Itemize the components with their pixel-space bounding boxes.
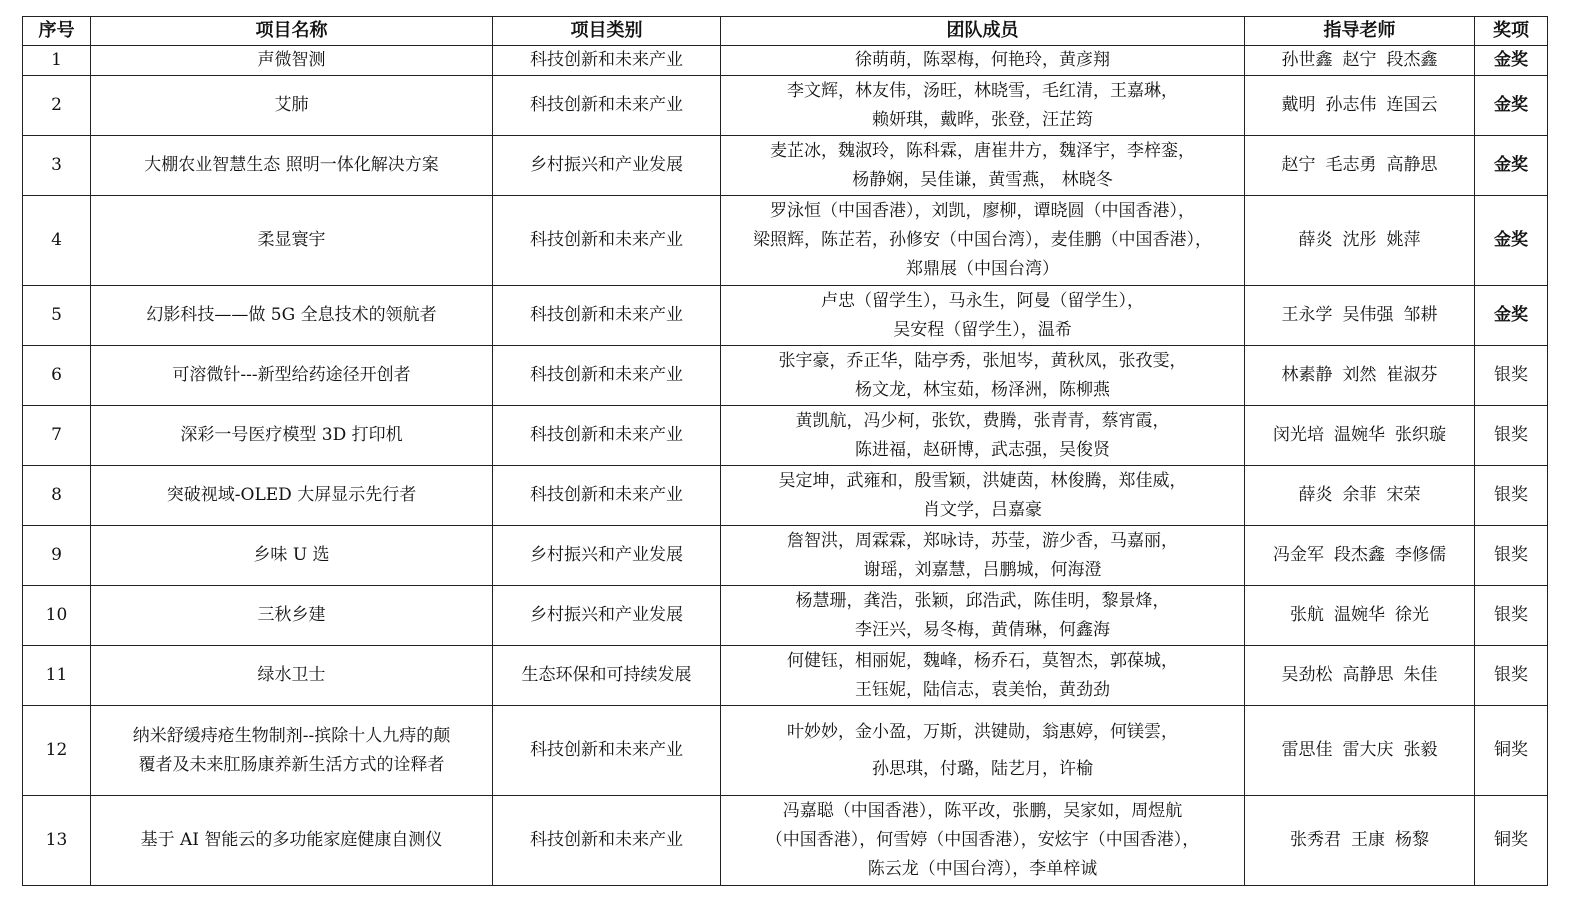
cell-award: 铜奖 (1475, 706, 1548, 796)
advisor-name: 杨黎 (1395, 830, 1429, 850)
team-member-line: 陈进福，赵研博，武志强，吴俊贤 (855, 439, 1110, 460)
project-name-line: 覆者及未来肛肠康养新生活方式的诠释者 (138, 754, 445, 775)
header-team: 团队成员 (721, 17, 1245, 46)
team-member-line: 杨文龙，林宝茹，杨泽洲，陈柳燕 (855, 379, 1110, 400)
cell-team-members (721, 196, 1245, 286)
cell-category: 科技创新和未来产业 (493, 196, 721, 286)
table-row (23, 526, 1548, 586)
cell-award: 银奖 (1475, 586, 1548, 646)
team-member-line: 罗泳恒（中国香港），刘凯，廖柳，谭晓圆（中国香港）， (770, 201, 1195, 221)
project-name-line: 绿水卫士 (257, 665, 326, 685)
team-member-line: 谢瑶，刘嘉慧，吕鹏城，何海澄 (863, 559, 1102, 580)
table-row (23, 796, 1548, 886)
cell-advisors (1245, 76, 1475, 136)
team-member-line: 杨静娴，吴佳谦，黄雪燕， 林晓冬 (852, 169, 1113, 190)
advisor-name: 宋荣 (1386, 485, 1421, 505)
advisor-name: 赵宁 (1342, 50, 1377, 70)
awards-table (22, 16, 1548, 886)
advisor-name: 王康 (1351, 830, 1385, 850)
cell-award: 金奖 (1475, 76, 1548, 136)
table-row (23, 706, 1548, 796)
advisor-name: 张航 (1290, 605, 1324, 625)
cell-advisors (1245, 586, 1475, 646)
team-member-line: 肖文学，吕嘉豪 (923, 499, 1042, 520)
team-member-line: 赖妍琪，戴晔，张登，汪芷筠 (872, 109, 1093, 130)
team-member-line: 吴安程（留学生），温希 (893, 319, 1072, 340)
advisor-name: 温婉华 (1334, 425, 1385, 445)
advisor-name: 姚萍 (1386, 230, 1421, 250)
advisor-name: 余菲 (1342, 485, 1377, 505)
advisor-name: 孙志伟 (1325, 95, 1377, 115)
cell-team-members (721, 76, 1245, 136)
cell-team-members (721, 46, 1245, 76)
cell-advisors (1245, 46, 1475, 76)
cell-category: 科技创新和未来产业 (493, 406, 721, 466)
cell-project-name (91, 526, 493, 586)
team-member-line: 孙思琪，付璐，陆艺月，许榆 (872, 758, 1093, 779)
team-member-line: 陈云龙（中国台湾），李单梓诚 (867, 859, 1098, 879)
advisor-name: 雷大庆 (1342, 740, 1394, 760)
advisor-name: 徐光 (1395, 605, 1429, 625)
team-member-line (725, 747, 1240, 755)
advisor-name: 崔淑芬 (1386, 365, 1438, 385)
cell-category: 乡村振兴和产业发展 (493, 526, 721, 586)
team-member-line: 李文辉，林友伟，汤旺，林晓雪，毛红清，王嘉琳， (787, 80, 1178, 101)
cell-project-name (91, 586, 493, 646)
advisor-name: 王永学 (1281, 305, 1333, 325)
advisor-name: 林素静 (1281, 365, 1333, 385)
cell-project-name (91, 466, 493, 526)
cell-advisors (1245, 466, 1475, 526)
header-name: 项目名称 (91, 17, 493, 46)
header-row (23, 17, 1548, 46)
advisor-name: 段杰鑫 (1334, 545, 1385, 565)
cell-award: 银奖 (1475, 466, 1548, 526)
cell-no: 6 (23, 346, 91, 406)
cell-category: 生态环保和可持续发展 (493, 646, 721, 706)
project-name-line: 柔显寰宇 (257, 230, 326, 250)
cell-project-name (91, 136, 493, 196)
cell-category: 科技创新和未来产业 (493, 466, 721, 526)
team-member-line: 吴定坤，武雍和，殷雪颖，洪婕茵，林俊腾，郑佳威， (778, 470, 1187, 491)
table-row (23, 46, 1548, 76)
team-member-line: 郑鼎展（中国台湾） (906, 259, 1059, 279)
advisor-name: 吴劲松 (1281, 665, 1333, 685)
advisor-name: 闵光培 (1273, 425, 1324, 445)
advisor-name: 雷思佳 (1281, 740, 1333, 760)
cell-no: 10 (23, 586, 91, 646)
advisor-name: 吴伟强 (1342, 305, 1394, 325)
cell-advisors (1245, 136, 1475, 196)
team-member-line: 王钰妮，陆信志，袁美怡，黄劲劲 (855, 679, 1110, 700)
project-name-line: 大棚农业智慧生态 照明一体化解决方案 (144, 155, 439, 175)
advisor-name: 张织璇 (1395, 425, 1446, 445)
project-name-line: 深彩一号医疗模型 3D 打印机 (180, 425, 403, 445)
cell-no: 3 (23, 136, 91, 196)
cell-team-members (721, 136, 1245, 196)
header-award: 奖项 (1475, 17, 1548, 46)
header-advisors: 指导老师 (1245, 17, 1475, 46)
cell-category: 科技创新和未来产业 (493, 46, 721, 76)
team-member-line: 詹智洪，周霖霖，郑咏诗，苏莹，游少香，马嘉丽， (787, 530, 1178, 551)
cell-no: 7 (23, 406, 91, 466)
cell-award: 金奖 (1475, 196, 1548, 286)
cell-team-members (721, 526, 1245, 586)
cell-team-members (721, 466, 1245, 526)
cell-project-name (91, 706, 493, 796)
table-row (23, 196, 1548, 286)
table-row (23, 586, 1548, 646)
table-row (23, 286, 1548, 346)
cell-team-members (721, 646, 1245, 706)
table-row (23, 136, 1548, 196)
cell-category: 科技创新和未来产业 (493, 796, 721, 886)
advisor-name: 段杰鑫 (1386, 50, 1438, 70)
team-member-line: 张宇豪，乔正华，陆亭秀，张旭岑，黄秋凤，张孜雯， (778, 350, 1187, 371)
team-member-line: （中国香港），何雪婷（中国香港），安炫宇（中国香港）， (765, 830, 1200, 850)
team-member-line: 梁照辉，陈芷若，孙修安（中国台湾），麦佳鹏（中国香港）， (753, 230, 1212, 250)
advisor-name: 冯金军 (1273, 545, 1324, 565)
cell-award: 金奖 (1475, 46, 1548, 76)
advisor-name: 温婉华 (1334, 605, 1385, 625)
advisor-name: 沈彤 (1342, 230, 1377, 250)
project-name-line: 艾肺 (274, 95, 309, 115)
table-row (23, 466, 1548, 526)
cell-no: 2 (23, 76, 91, 136)
project-name-line: 纳米舒缓痔疮生物制剂--摈除十人九痔的颠 (132, 725, 451, 746)
cell-category: 乡村振兴和产业发展 (493, 136, 721, 196)
table-row (23, 646, 1548, 706)
cell-advisors (1245, 646, 1475, 706)
cell-advisors (1245, 796, 1475, 886)
team-member-line: 冯嘉聪（中国香港），陈平改，张鹏，吴家如，周煜航 (782, 801, 1183, 821)
header-category: 项目类别 (493, 17, 721, 46)
table-row (23, 76, 1548, 136)
advisor-name: 高静思 (1386, 155, 1438, 175)
cell-advisors (1245, 196, 1475, 286)
cell-no: 11 (23, 646, 91, 706)
cell-team-members (721, 406, 1245, 466)
advisor-name: 薛炎 (1298, 230, 1333, 250)
cell-project-name (91, 76, 493, 136)
advisor-name: 戴明 (1281, 95, 1316, 115)
cell-award: 银奖 (1475, 406, 1548, 466)
project-name-line: 幻影科技——做 5G 全息技术的领航者 (146, 305, 437, 325)
team-member-line: 黄凯航，冯少柯，张钦，费腾，张青青，蔡宵霞， (795, 410, 1170, 431)
cell-no: 8 (23, 466, 91, 526)
cell-no: 1 (23, 46, 91, 76)
cell-category: 科技创新和未来产业 (493, 706, 721, 796)
cell-project-name (91, 286, 493, 346)
advisor-name: 薛炎 (1298, 485, 1333, 505)
cell-project-name (91, 46, 493, 76)
advisor-name: 毛志勇 (1325, 155, 1377, 175)
table-row (23, 406, 1548, 466)
advisor-name: 朱佳 (1403, 665, 1438, 685)
cell-advisors (1245, 526, 1475, 586)
cell-category: 科技创新和未来产业 (493, 76, 721, 136)
cell-advisors (1245, 346, 1475, 406)
cell-award: 金奖 (1475, 286, 1548, 346)
cell-project-name (91, 346, 493, 406)
project-name-line: 乡味 U 选 (253, 545, 330, 565)
cell-advisors (1245, 286, 1475, 346)
table-row (23, 346, 1548, 406)
cell-category: 科技创新和未来产业 (493, 286, 721, 346)
advisor-name: 孙世鑫 (1281, 50, 1333, 70)
advisor-name: 邹耕 (1403, 305, 1438, 325)
team-member-line: 徐萌萌，陈翠梅，何艳玲，黄彦翔 (855, 50, 1110, 70)
advisor-name: 刘然 (1342, 365, 1377, 385)
advisor-name: 张毅 (1403, 740, 1438, 760)
cell-award: 银奖 (1475, 526, 1548, 586)
cell-category: 科技创新和未来产业 (493, 346, 721, 406)
cell-award: 金奖 (1475, 136, 1548, 196)
cell-team-members (721, 586, 1245, 646)
advisor-name: 连国云 (1386, 95, 1438, 115)
cell-team-members (721, 706, 1245, 796)
team-member-line: 杨慧珊，龚浩，张颖，邱浩武，陈佳明，黎景烽， (795, 590, 1170, 611)
table-body (23, 46, 1548, 886)
team-member-line: 李汪兴，易冬梅，黄倩琳，何鑫海 (855, 619, 1110, 640)
team-member-line: 卢忠（留学生），马永生，阿曼（留学生）， (821, 290, 1144, 311)
advisor-name: 高静思 (1342, 665, 1394, 685)
cell-advisors (1245, 406, 1475, 466)
project-name-line: 突破视域-OLED 大屏显示先行者 (166, 485, 417, 505)
cell-team-members (721, 796, 1245, 886)
cell-project-name (91, 796, 493, 886)
project-name-line: 基于 AI 智能云的多功能家庭健康自测仪 (140, 830, 443, 850)
team-member-line: 叶妙妙，金小盈，万斯，洪键勋，翁惠婷，何镁雲， (787, 721, 1178, 742)
cell-team-members (721, 286, 1245, 346)
cell-no: 4 (23, 196, 91, 286)
project-name-line: 可溶微针---新型给药途径开创者 (172, 365, 411, 385)
cell-no: 12 (23, 706, 91, 796)
cell-award: 银奖 (1475, 646, 1548, 706)
cell-project-name (91, 646, 493, 706)
project-name-line: 声微智测 (257, 50, 326, 70)
header-no: 序号 (23, 17, 91, 46)
advisor-name: 张秀君 (1290, 830, 1341, 850)
cell-award: 银奖 (1475, 346, 1548, 406)
advisor-name: 李修儒 (1395, 545, 1446, 565)
project-name-line: 三秋乡建 (257, 605, 326, 625)
advisor-name: 赵宁 (1281, 155, 1316, 175)
cell-advisors (1245, 706, 1475, 796)
cell-award: 铜奖 (1475, 796, 1548, 886)
cell-project-name (91, 406, 493, 466)
cell-project-name (91, 196, 493, 286)
cell-no: 5 (23, 286, 91, 346)
cell-no: 13 (23, 796, 91, 886)
cell-no: 9 (23, 526, 91, 586)
cell-category: 乡村振兴和产业发展 (493, 586, 721, 646)
team-member-line: 何健钰，相丽妮，魏峰，杨乔石，莫智杰，郭葆城， (787, 650, 1178, 671)
team-member-line: 麦芷冰，魏淑玲，陈科霖，唐崔井方，魏泽宇，李梓銮， (770, 140, 1195, 161)
cell-team-members (721, 346, 1245, 406)
